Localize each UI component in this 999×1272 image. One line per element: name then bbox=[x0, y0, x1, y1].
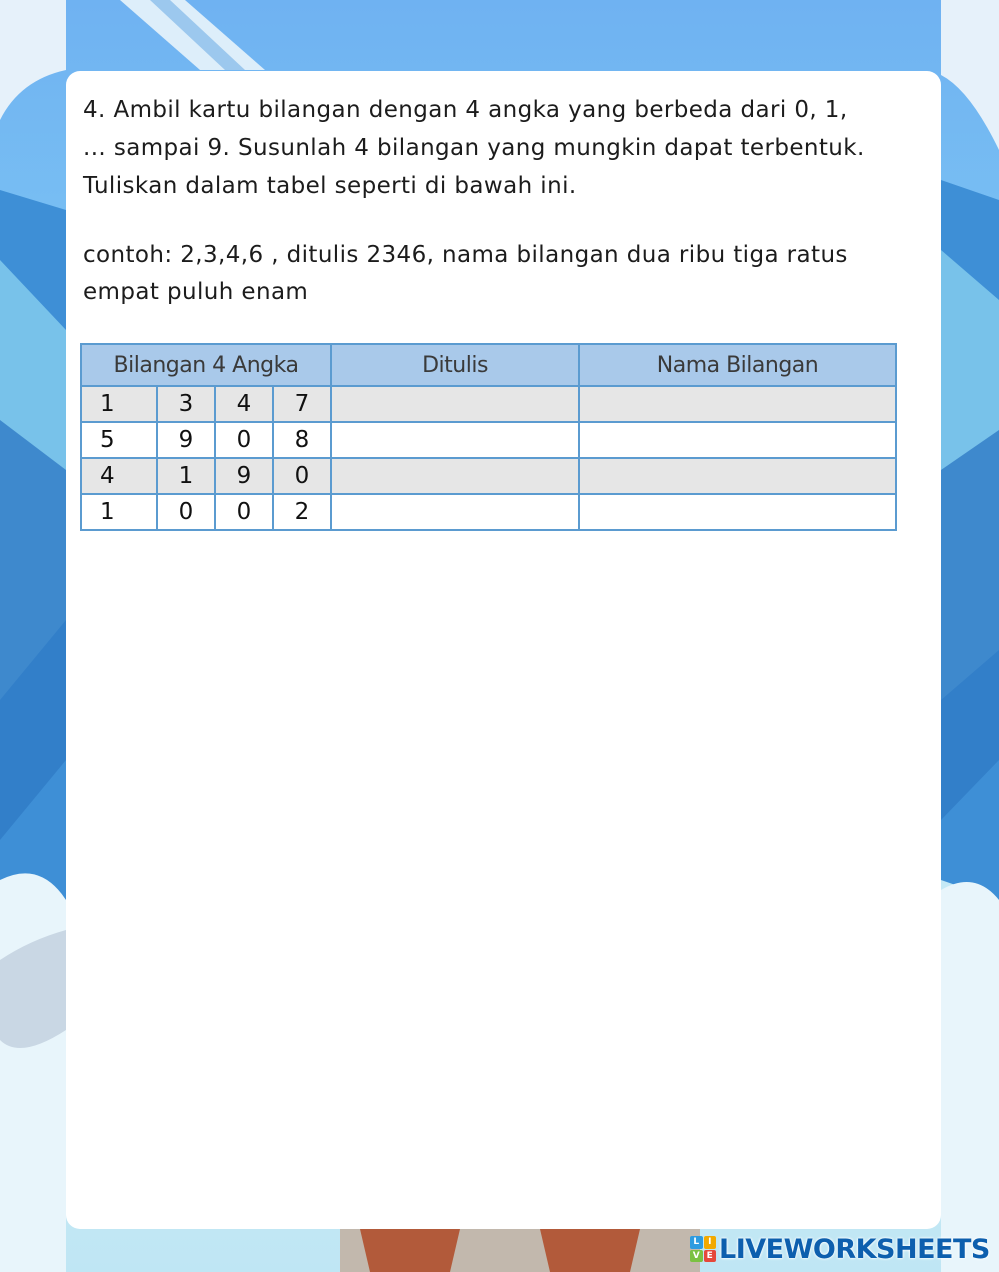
header-nama-bilangan: Nama Bilangan bbox=[579, 344, 896, 386]
digit-cell: 4 bbox=[215, 386, 273, 422]
example-line-1: contoh: 2,3,4,6 , ditulis 2346, nama bilangan dua ribu tiga ratus bbox=[83, 242, 848, 268]
ditulis-answer-field[interactable] bbox=[331, 422, 579, 458]
digit-cell: 9 bbox=[157, 422, 215, 458]
example-text bbox=[83, 237, 933, 311]
digit-cell: 0 bbox=[215, 422, 273, 458]
table-row bbox=[81, 494, 896, 530]
logo-mark-letter: V bbox=[690, 1250, 703, 1263]
header-bilangan: Bilangan 4 Angka bbox=[81, 344, 331, 386]
worksheet-card bbox=[66, 71, 941, 1229]
table-row bbox=[81, 458, 896, 494]
table-row bbox=[81, 386, 896, 422]
nama-bilangan-answer-field[interactable] bbox=[579, 422, 896, 458]
digit-cell: 4 bbox=[81, 458, 157, 494]
digit-cell: 1 bbox=[157, 458, 215, 494]
liveworksheets-logo[interactable] bbox=[690, 1232, 990, 1266]
question-line-2: ... sampai 9. Susunlah 4 bilangan yang mungkin dapat terbentuk. bbox=[83, 135, 865, 161]
digit-cell: 0 bbox=[273, 458, 331, 494]
nama-bilangan-answer-field[interactable] bbox=[579, 494, 896, 530]
table-header-row bbox=[81, 344, 896, 386]
logo-mark-letter: L bbox=[690, 1236, 703, 1249]
example-line-2: empat puluh enam bbox=[83, 279, 309, 305]
digit-cell: 9 bbox=[215, 458, 273, 494]
nama-bilangan-answer-field[interactable] bbox=[579, 458, 896, 494]
ditulis-answer-field[interactable] bbox=[331, 386, 579, 422]
digit-cell: 0 bbox=[157, 494, 215, 530]
digit-cell: 2 bbox=[273, 494, 331, 530]
logo-text: LIVEWORKSHEETS bbox=[719, 1233, 990, 1265]
question-line-3: Tuliskan dalam tabel seperti di bawah ini. bbox=[83, 173, 577, 199]
liveworksheets-logo-mark-icon bbox=[690, 1236, 716, 1262]
table-row bbox=[81, 422, 896, 458]
ditulis-answer-field[interactable] bbox=[331, 494, 579, 530]
question-line-1: 4. Ambil kartu bilangan dengan 4 angka yang berbeda dari 0, 1, bbox=[83, 97, 848, 123]
digit-cell: 8 bbox=[273, 422, 331, 458]
digit-cell: 3 bbox=[157, 386, 215, 422]
header-ditulis: Ditulis bbox=[331, 344, 579, 386]
digit-cell: 1 bbox=[81, 386, 157, 422]
digit-cell: 1 bbox=[81, 494, 157, 530]
digit-cell: 7 bbox=[273, 386, 331, 422]
logo-mark-letter: I bbox=[704, 1236, 717, 1249]
digit-cell: 0 bbox=[215, 494, 273, 530]
number-table bbox=[80, 343, 897, 531]
logo-mark-letter: E bbox=[704, 1250, 717, 1263]
digit-cell: 5 bbox=[81, 422, 157, 458]
nama-bilangan-answer-field[interactable] bbox=[579, 386, 896, 422]
ditulis-answer-field[interactable] bbox=[331, 458, 579, 494]
question-text bbox=[83, 91, 933, 205]
